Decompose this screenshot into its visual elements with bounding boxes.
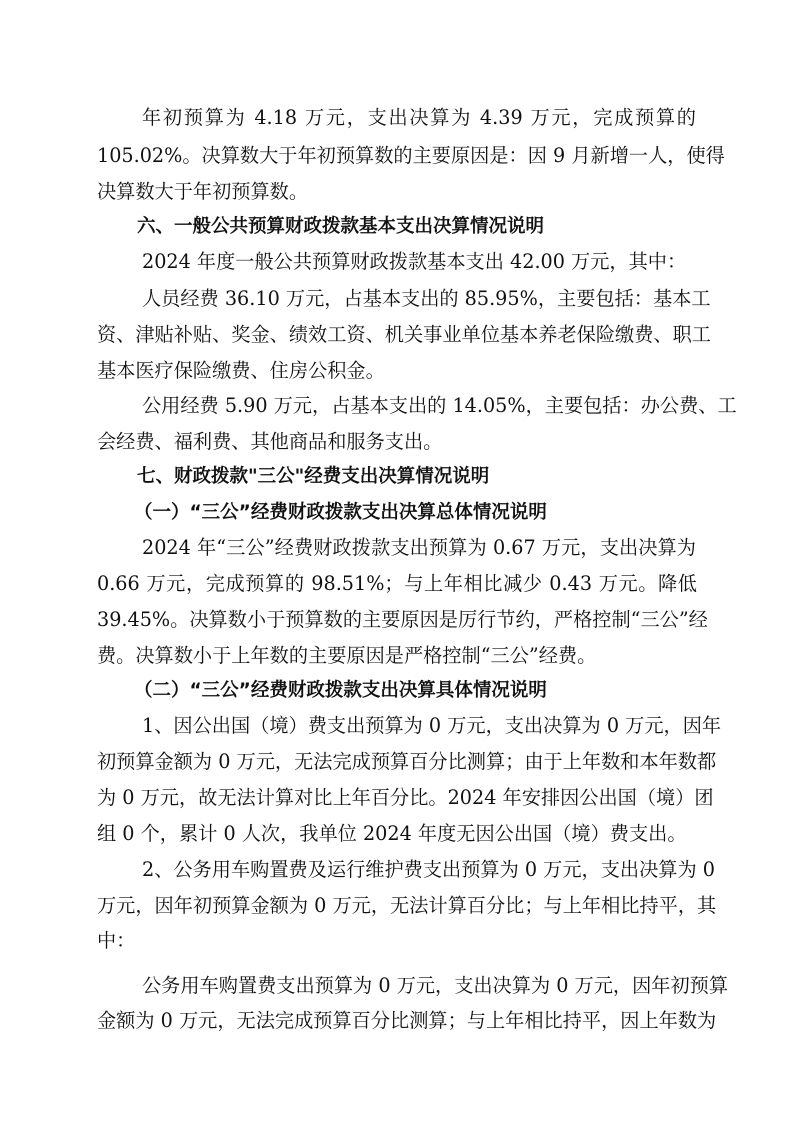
- paragraph-line: 万元，因年初预算金额为 0 万元，无法计算百分比；与上年相比持平，其: [97, 894, 717, 917]
- paragraph-line: 中：: [97, 929, 136, 952]
- paragraph-line: 2、公务用车购置费及运行维护费支出预算为 0 万元，支出决算为 0: [142, 858, 715, 881]
- paragraph-line: 为 0 万元，故无法计算对比上年百分比。2024 年安排因公出国（境）团: [97, 786, 714, 809]
- paragraph-line: 1、因公出国（境）费支出预算为 0 万元，支出决算为 0 万元，因年: [142, 714, 722, 737]
- section-heading: 七、财政拨款"三公"经费支出决算情况说明: [137, 466, 490, 487]
- paragraph-line: 初预算金额为 0 万元，无法完成预算百分比测算；由于上年数和本年数都: [97, 750, 717, 773]
- subsection-heading: （二）“三公”经费财政拨款支出决算具体情况说明: [134, 680, 547, 701]
- paragraph-line: 39.45%。决算数小于预算数的主要原因是厉行节约，严格控制“三公”经: [97, 608, 708, 631]
- paragraph-line: 2024 年度一般公共预算财政拨款基本支出 42.00 万元，其中：: [142, 250, 687, 273]
- paragraph-line: 公务用车购置费支出预算为 0 万元，支出决算为 0 万元，因年初预算: [142, 974, 729, 997]
- paragraph-line: 金额为 0 万元，无法完成预算百分比测算；与上年相比持平，因上年数为: [97, 1009, 717, 1032]
- paragraph-line: 105.02%。决算数大于年初预算数的主要原因是：因 9 月新增一人，使得: [97, 144, 725, 167]
- subsection-heading: （一）“三公”经费财政拨款支出决算总体情况说明: [134, 502, 547, 523]
- paragraph-line: 公用经费 5.90 万元，占基本支出的 14.05%，主要包括：办公费、工: [142, 394, 737, 417]
- section-heading: 六、一般公共预算财政拨款基本支出决算情况说明: [137, 216, 545, 237]
- paragraph-line: 2024 年“三公”经费财政拨款支出预算为 0.67 万元，支出决算为: [142, 536, 696, 559]
- paragraph-line: 组 0 个，累计 0 人次，我单位 2024 年度无因公出国（境）费支出。: [97, 822, 687, 845]
- paragraph-line: 决算数大于年初预算数。: [97, 180, 309, 203]
- paragraph-line: 年初预算为 4.18 万元，支出决算为 4.39 万元，完成预算的: [142, 106, 696, 129]
- paragraph-line: 基本医疗保险缴费、住房公积金。: [97, 359, 385, 382]
- paragraph-line: 会经费、福利费、其他商品和服务支出。: [97, 430, 443, 453]
- paragraph-line: 费。决算数小于上年数的主要原因是严格控制“三公”经费。: [97, 644, 597, 667]
- paragraph-line: 0.66 万元，完成预算的 98.51%；与上年相比减少 0.43 万元。降低: [97, 572, 697, 595]
- paragraph-line: 资、津贴补贴、奖金、绩效工资、机关事业单位基本养老保险缴费、职工: [97, 323, 711, 346]
- paragraph-line: 人员经费 36.10 万元，占基本支出的 85.95%，主要包括：基本工: [142, 287, 711, 310]
